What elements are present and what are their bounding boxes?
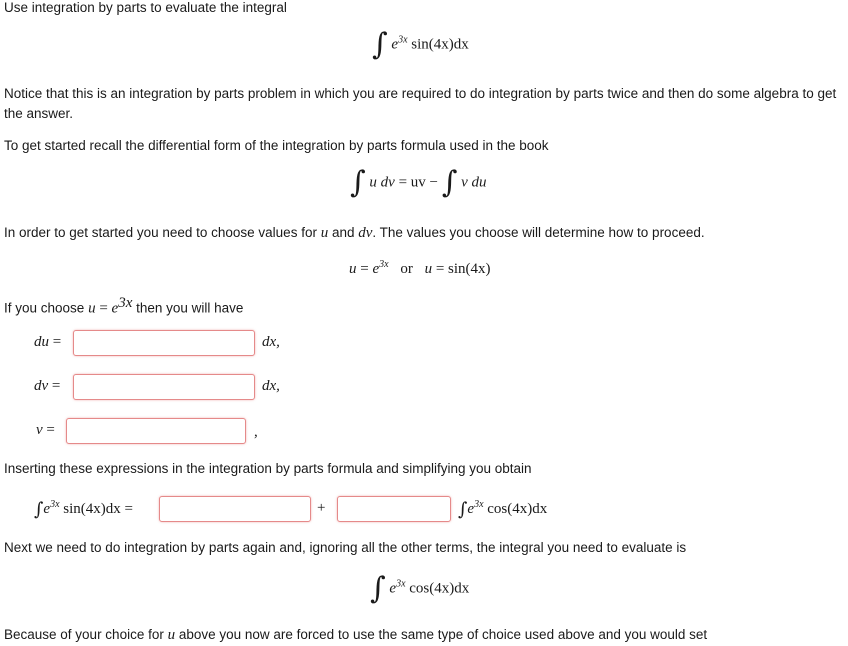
- coefficient-1-input[interactable]: [159, 496, 311, 522]
- integral-sign-icon: ∫: [34, 499, 44, 520]
- result-lhs: $\int e^{3x}$ sin(4x)dx =: [34, 499, 133, 520]
- integral-sign-icon: ∫: [458, 499, 468, 520]
- v-suffix: ,: [254, 424, 258, 440]
- u-options: $u = e^{3x}$ or u = sin(4x): [349, 259, 491, 277]
- coefficient-2-input[interactable]: [337, 496, 451, 522]
- parts-formula: ∫ u dv = uv − ∫ v du: [350, 165, 487, 200]
- integral-sign-icon: ∫: [370, 571, 386, 606]
- notice-text: Notice that this is an integration by parts problem in which you are required to do integration by parts twice and then do some algebra to get the answer.: [4, 86, 837, 121]
- dv-input[interactable]: [73, 374, 255, 400]
- because-text: Because of your choice for u above you now are forced to use the same type of choice used above and you would set: [4, 627, 708, 643]
- integral-sin: ∫ $e^{3x}$ sin(4x)dx: [372, 27, 469, 62]
- recall-text: To get started recall the differential form of the integration by parts formula used in the book: [4, 138, 549, 153]
- integral-cos: ∫ $e^{3x}$ cos(4x)dx: [370, 571, 470, 606]
- dv-suffix: dx,: [262, 378, 280, 394]
- if-choose-text: If you choose $u = e^{3x}$ then you will have: [4, 295, 244, 317]
- intro-text: Use integration by parts to evaluate the integral: [4, 0, 287, 15]
- dv-label: dv =: [34, 378, 61, 394]
- du-label: du =: [34, 334, 62, 350]
- v-input[interactable]: [66, 418, 246, 444]
- choose-text: In order to get started you need to choose values for u and dv. The values you choose will determine how to proceed.: [4, 225, 705, 241]
- integral-sign-icon: ∫: [441, 165, 458, 200]
- du-input[interactable]: [73, 330, 255, 356]
- integral-sign-icon: ∫: [350, 165, 366, 200]
- plus-sign: +: [317, 500, 326, 516]
- integral-sign-icon: ∫: [372, 27, 388, 62]
- inserting-text: Inserting these expressions in the integration by parts formula and simplifying you obtain: [4, 461, 532, 476]
- v-label: v =: [36, 422, 55, 438]
- du-suffix: dx,: [262, 334, 280, 350]
- result-rhs: $\int e^{3x}$ cos(4x)dx: [458, 499, 548, 520]
- next-text: Next we need to do integration by parts again and, ignoring all the other terms, the integral you need to evaluate is: [4, 540, 687, 555]
